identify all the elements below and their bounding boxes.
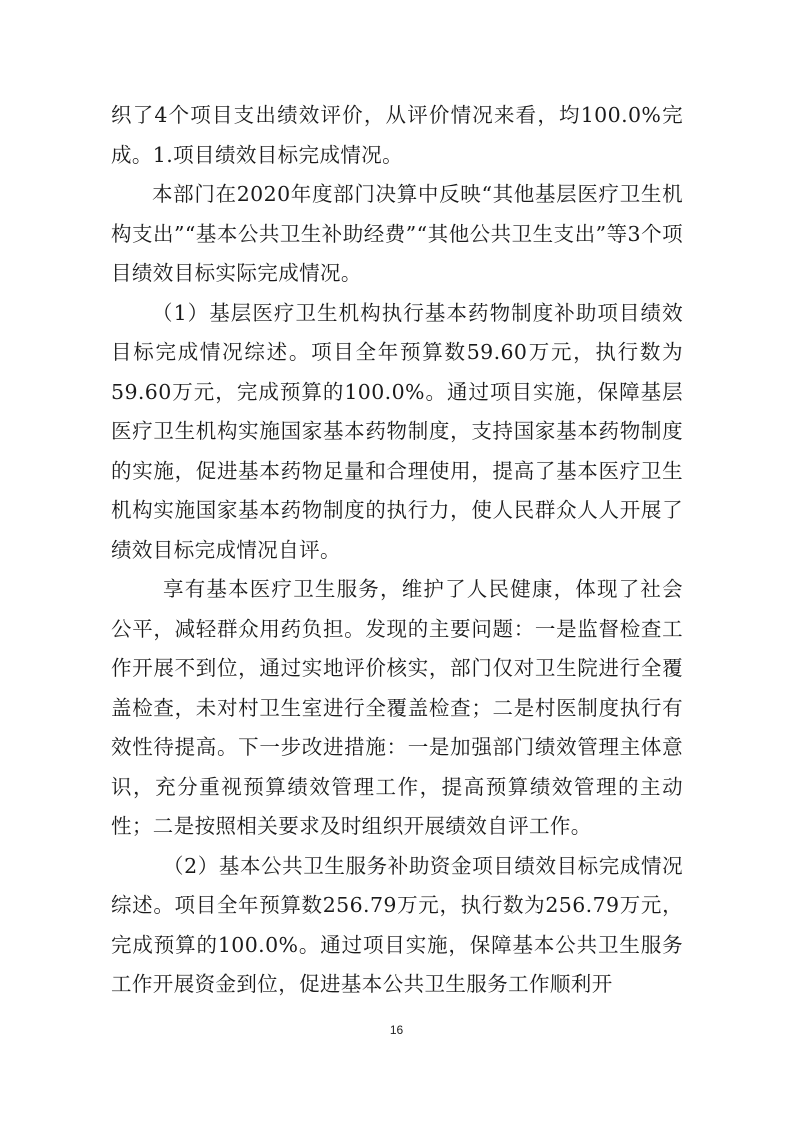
page-number: 16 <box>389 1023 404 1037</box>
paragraph-basic-drug-system: （1）基层医疗卫生机构执行基本药物制度补助项目绩效目标完成情况综述。项目全年预算数59.60万元，执行数为59.60万元，完成预算的100.0%。通过项目实施，保障基层医疗卫生机构实施国家基本药物制度，支持国家基本药物制度的实施，促进基本药物足量和合理使用，提高了基本医疗卫生机构实施国家基本药物制度的执行力，使人民群众人人开展了绩效目标完成情况自评。 <box>111 300 683 562</box>
paragraph-public-health-funds: （2）基本公共卫生服务补助资金项目绩效目标完成情况综述。项目全年预算数256.79万元，执行数为256.79万元，完成预算的100.0%。通过项目实施，保障基本公共卫生服务工作开展资金到位，促进基本公共卫生服务工作顺利开 <box>111 853 683 996</box>
document-body <box>111 96 683 1005</box>
paragraph-problems-and-measures: 享有基本医疗卫生服务，维护了人民健康，体现了社会公平，减轻群众用药负担。发现的主要问题：一是监督检查工作开展不到位，通过实地评价核实，部门仅对卫生院进行全覆盖检查，未对村卫生室进行全覆盖检查；二是村医制度执行有效性待提高。下一步改进措施：一是加强部门绩效管理主体意识，充分重视预算绩效管理工作，提高预算绩效管理的主动性；二是按照相关要求及时组织开展绩效自评工作。 <box>111 577 683 838</box>
paragraph-project-overview: 本部门在2020年度部门决算中反映“其他基层医疗卫生机构支出”“基本公共卫生补助经费”“其他公共卫生支出”等3个项目绩效目标实际完成情况。 <box>111 182 683 285</box>
paragraph-continuation: 织了4个项目支出绩效评价，从评价情况来看，均100.0%完成。1.项目绩效目标完成情况。 <box>111 103 683 167</box>
